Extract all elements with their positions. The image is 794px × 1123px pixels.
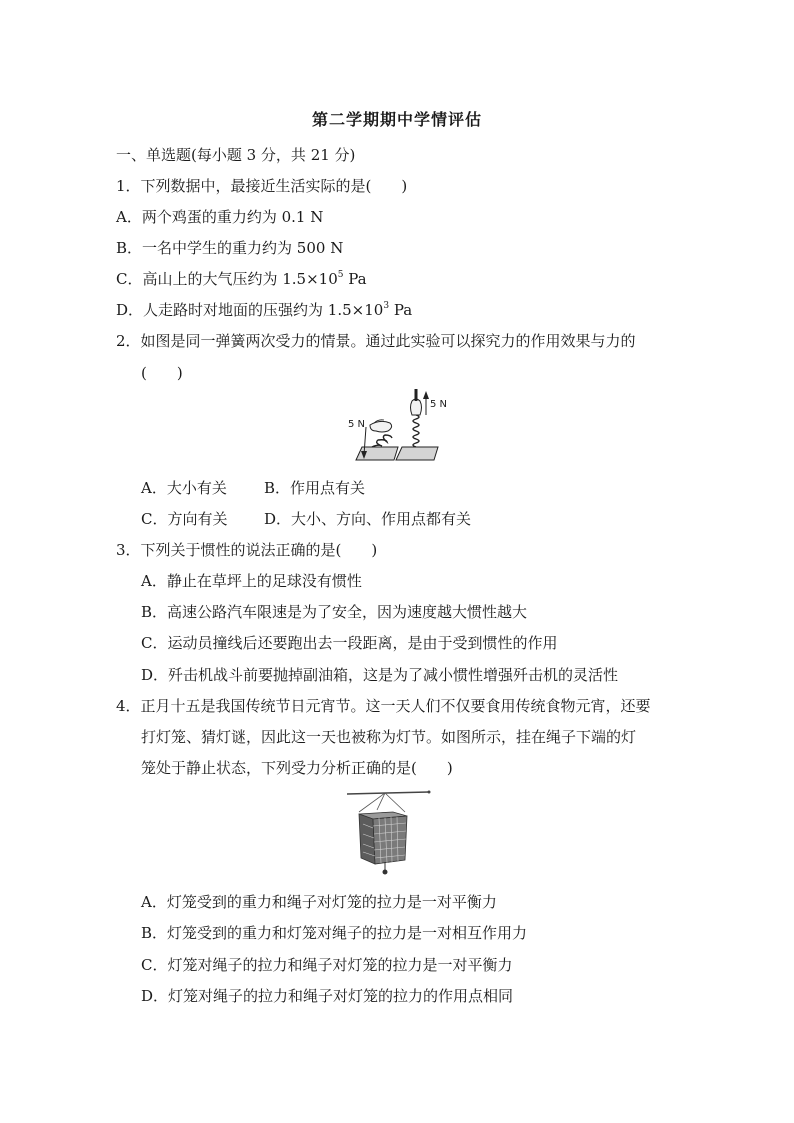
q1-option-c-text: C．高山上的大气压约为 1.5×10 <box>116 270 338 288</box>
q3-option-b: B．高速公路汽车限速是为了安全，因为速度越大惯性越大 <box>141 603 528 621</box>
q4-stem-line3: 笼处于静止状态，下列受力分析正确的是( ) <box>141 759 453 777</box>
q3-option-c: C．运动员撞线后还要跑出去一段距离，是由于受到惯性的作用 <box>141 634 558 652</box>
q2-option-c: C．方向有关 <box>141 510 228 528</box>
section-heading: 一、单选题(每小题 3 分，共 21 分) <box>116 146 356 164</box>
q1-option-c-exponent: 5 <box>337 270 344 280</box>
left-hand <box>370 421 392 432</box>
q1-option-b: B．一名中学生的重力约为 500 N <box>116 239 344 257</box>
q2-option-d: D．大小、方向、作用点都有关 <box>264 510 472 528</box>
q1-option-a: A．两个鸡蛋的重力约为 0.1 N <box>116 208 324 226</box>
left-spring <box>372 435 392 447</box>
q4-option-b: B．灯笼受到的重力和灯笼对绳子的拉力是一对相互作用力 <box>141 924 528 942</box>
spring-figure <box>340 385 450 470</box>
q2-option-a: A．大小有关 <box>141 479 227 497</box>
q2-stem-line2: ( ) <box>141 364 183 382</box>
q3-option-d: D．歼击机战斗前要抛掉副油箱，这是为了减小惯性增强歼击机的灵活性 <box>141 666 619 684</box>
lantern-pole <box>347 792 429 794</box>
lantern-body <box>359 812 407 864</box>
q3-option-a: A．静止在草坪上的足球没有惯性 <box>141 572 362 590</box>
q1-option-d-unit: Pa <box>389 301 413 319</box>
q1-option-c <box>116 269 367 289</box>
q4-stem-line2: 打灯笼、猜灯谜，因此这一天也被称为灯节。如图所示，挂在绳子下端的灯 <box>141 728 637 746</box>
left-force-label: 5 N <box>348 419 366 430</box>
q3-stem: 3．下列关于惯性的说法正确的是( ) <box>116 541 378 559</box>
right-board <box>396 447 438 460</box>
q4-stem-line1: 4．正月十五是我国传统节日元宵节。这一天人们不仅要食用传统食物元宵，还要 <box>116 697 651 715</box>
right-force-label: 5 N <box>430 399 448 410</box>
q4-option-a: A．灯笼受到的重力和绳子对灯笼的拉力是一对平衡力 <box>141 893 497 911</box>
q4-option-c: C．灯笼对绳子的拉力和绳子对灯笼的拉力是一对平衡力 <box>141 956 513 974</box>
q1-option-d-text: D．人走路时对地面的压强约为 1.5×10 <box>116 301 384 319</box>
q1-stem: 1．下列数据中，最接近生活实际的是( ) <box>116 177 408 195</box>
right-spring <box>413 415 419 447</box>
q4-option-d: D．灯笼对绳子的拉力和绳子对灯笼的拉力的作用点相同 <box>141 987 514 1005</box>
q1-option-c-unit: Pa <box>343 270 367 288</box>
q1-option-d-exponent: 3 <box>383 301 390 311</box>
q2-stem-line1: 2．如图是同一弹簧两次受力的情景。通过此实验可以探究力的作用效果与力的 <box>116 332 636 350</box>
right-hand <box>411 399 422 415</box>
page-title: 第二学期期中学情评估 <box>311 110 482 129</box>
lantern-tassel <box>383 870 388 875</box>
q1-option-d <box>116 300 412 320</box>
q2-option-b: B．作用点有关 <box>264 479 366 497</box>
lantern-figure <box>345 788 435 880</box>
